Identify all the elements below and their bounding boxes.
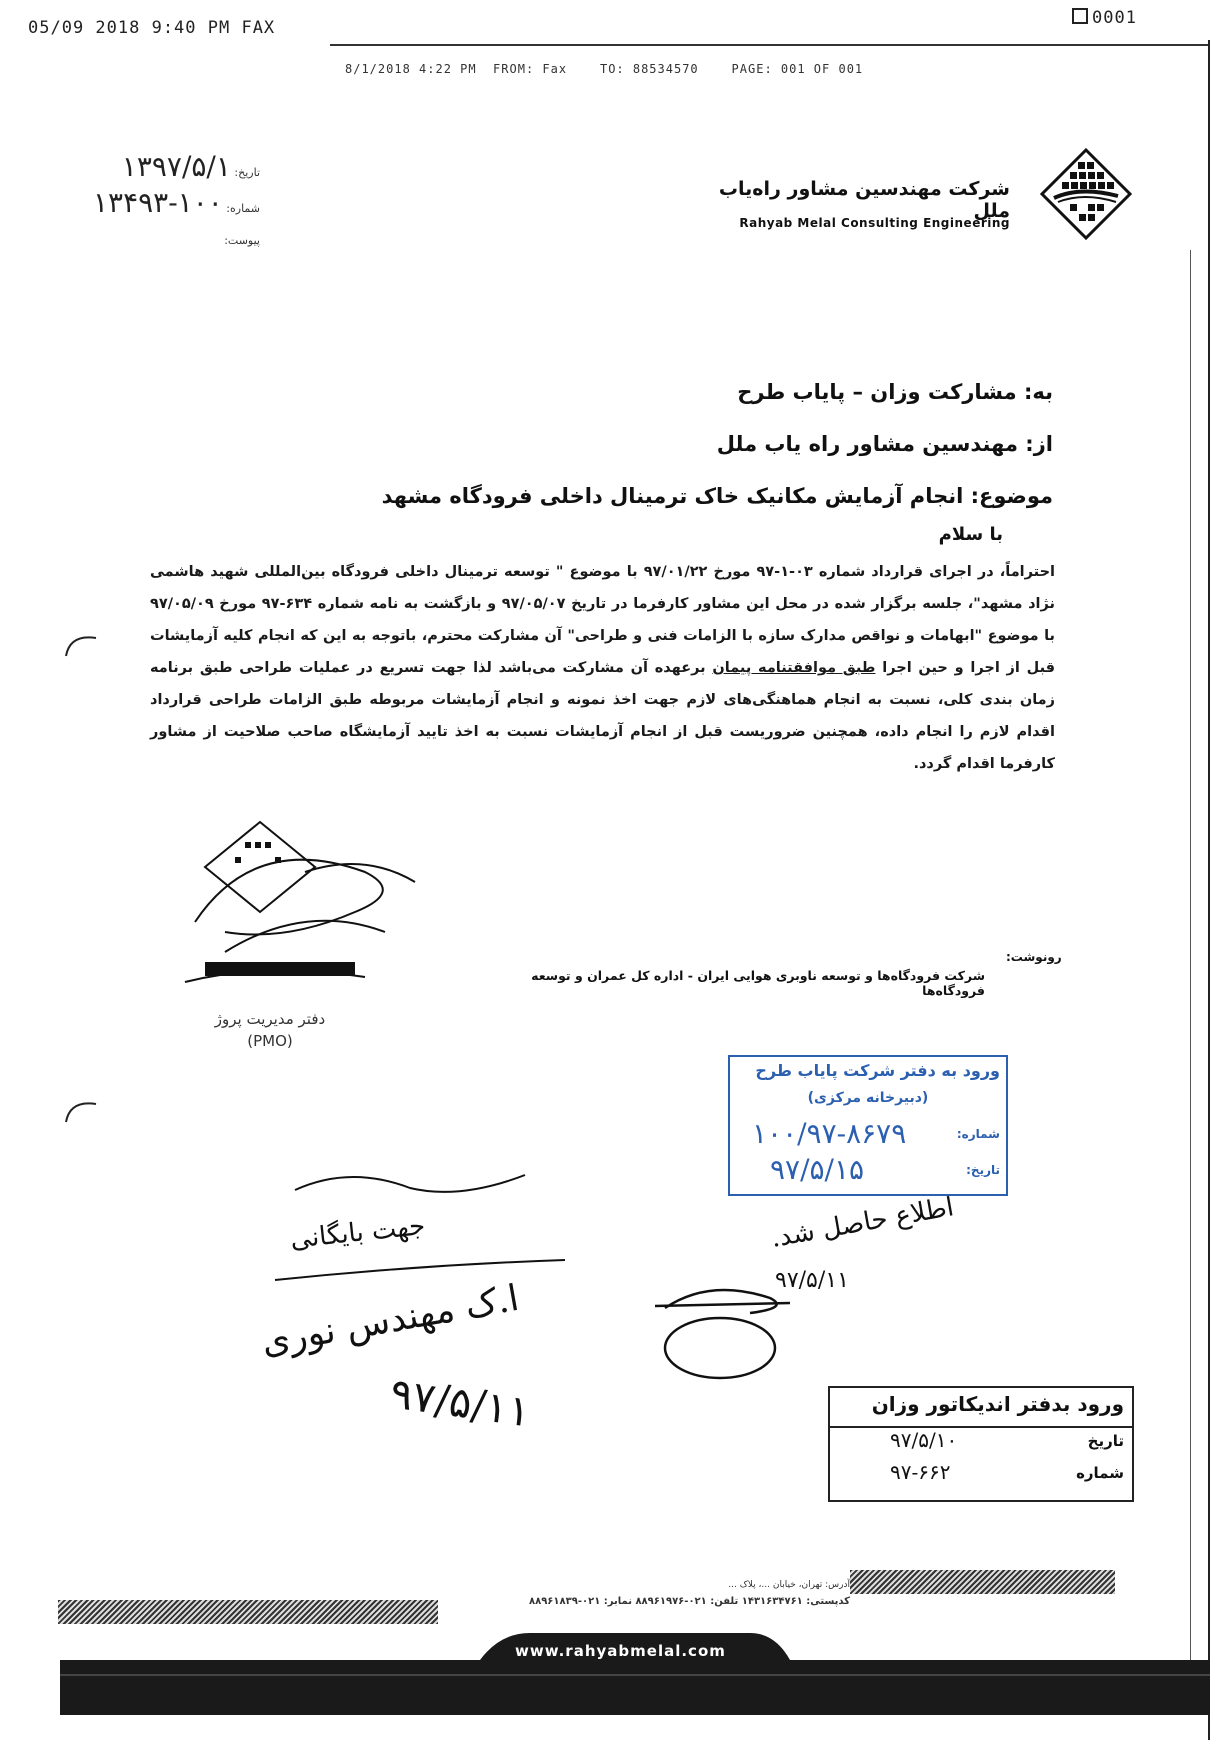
blue-stamp-title: ورود به دفتر شرکت پایاب طرح bbox=[755, 1061, 1000, 1080]
footer-address-line-1: آدرس: تهران، خیابان ...، پلاک ... bbox=[728, 1580, 850, 1590]
footer-address bbox=[450, 1580, 850, 1607]
indicator-stamp-date-label: تاریخ bbox=[1087, 1432, 1124, 1450]
blue-stamp-date-value: ۹۷/۵/۱۵ bbox=[770, 1153, 865, 1186]
cc-label: رونوشت: bbox=[1006, 950, 1062, 964]
signature-seal-icon bbox=[165, 812, 445, 1012]
footer-address-line-2: کدپستی: ۱۴۳۱۶۳۴۷۶۱ تلفن: ۰۲۱-۸۸۹۶۱۹۷۶ نمابر: ۰۲۱-۸۸۹۶۱۸۳۹ bbox=[529, 1596, 850, 1607]
punch-hole-mark bbox=[62, 1096, 102, 1126]
handwritten-stroke bbox=[290, 1160, 530, 1200]
handwritten-date-right: ۹۷/۵/۱۱ bbox=[775, 1268, 849, 1293]
meta-attachment-label: پیوست: bbox=[224, 234, 260, 247]
meta-date bbox=[40, 150, 260, 183]
company-logo-icon bbox=[1040, 148, 1132, 240]
blue-stamp-number-value: ۱۰۰/۹۷-۸۶۷۹ bbox=[752, 1117, 907, 1150]
handwritten-date-left: ۹۷/۵/۱۱ bbox=[387, 1368, 534, 1437]
handwritten-note-ack: اطلاع حاصل شد. bbox=[768, 1192, 957, 1254]
footer-hatch-left bbox=[58, 1600, 438, 1624]
footer-website: www.rahyabmelal.com bbox=[515, 1642, 726, 1660]
footer-band bbox=[60, 1625, 1210, 1715]
blue-stamp-number-label: شماره: bbox=[956, 1127, 1000, 1141]
scan-border-right bbox=[1208, 40, 1210, 1740]
letter-body-part-1: احتراماً، در اجرای قرارداد شماره ۰۳-۱-۹۷ مورخ ۹۷/۰۱/۲۲ با موضوع " توسعه ترمینال داخلی فرودگاه بین‌المللی شهید هاشمی نژاد مشهد"، جلسه برگزار شده در محل این مشاور کارفرما در تاریخ ۹۷/۰۵/۰۷ و بازگشت به نامه شماره ۶۳۴-۹۷ مورخ ۹۷/۰۵/۰۹ با موضوع "ابهامات و نواقص مدارک سازه با الزامات فنی و طراحی" آن مشارکت محترم، باتوجه به این که انجام کلیه آزمایشات قبل از اجرا و حین اجرا bbox=[150, 564, 1055, 676]
handwritten-signature-icon bbox=[650, 1268, 810, 1388]
scan-border-right-inner bbox=[1190, 250, 1191, 1670]
fax-header-line: 8/1/2018 4:22 PM FROM: Fax TO: 88534570 PAGE: 001 OF 001 bbox=[345, 62, 864, 76]
indicator-stamp-divider bbox=[830, 1426, 1132, 1428]
cc-text: شرکت فرودگاه‌ها و توسعه ناوبری هوایی ایران - اداره کل عمران و توسعه فرودگاه‌ها bbox=[531, 968, 985, 998]
punch-hole-mark bbox=[62, 630, 102, 660]
indicator-entry-stamp bbox=[828, 1386, 1134, 1502]
indicator-stamp-number-value: ۹۷-۶۶۲ bbox=[890, 1460, 951, 1484]
fax-header-top: 05/09 2018 9:40 PM FAX bbox=[28, 18, 276, 38]
meta-number-label: شماره: bbox=[226, 202, 260, 215]
meta-date-label: تاریخ: bbox=[234, 166, 260, 179]
company-name-en: Rahyab Melal Consulting Engineering bbox=[739, 216, 1010, 230]
letter-body-part-2: برعهده آن مشارکت می‌باشد لذا جهت تسریع در عملیات طراحی طبق برنامه زمان بندی کلی، نسبت به انجام هماهنگی‌های لازم جهت اخذ نمونه و انجام آزمایشات مربوطه طبق الزامات طراحی قرارداد اقدام لازم را انجام داده، همچنین ضروریست قبل از انجام آزمایشات نسبت به اخذ تایید آزمایشگاه صاحب صلاحیت از مشاور کارفرما اقدام گردد. bbox=[150, 660, 1055, 772]
letter-greeting: با سلام bbox=[938, 524, 1003, 545]
handwritten-underline bbox=[270, 1255, 570, 1285]
meta-date-value: ۱۳۹۷/۵/۱ bbox=[121, 150, 231, 183]
indicator-stamp-number-label: شماره bbox=[1076, 1464, 1124, 1482]
handwritten-note-nouri: ا.ک مهندس نوری bbox=[258, 1277, 522, 1364]
pmo-office-label: دفتر مدیریت پروژ bbox=[214, 1010, 326, 1028]
letter-body-underlined: طبق موافقتنامه پیمان bbox=[712, 660, 876, 676]
indicator-stamp-date-value: ۹۷/۵/۱۰ bbox=[890, 1428, 958, 1452]
blue-stamp-subtitle: (دبیرخانه مرکزی) bbox=[807, 1090, 929, 1106]
pmo-label: (PMO) bbox=[247, 1032, 293, 1050]
page-marker: 0001 bbox=[1072, 8, 1137, 28]
blue-entry-stamp bbox=[728, 1055, 1008, 1196]
footer-hatch-right bbox=[850, 1570, 1115, 1594]
letter-subject: موضوع: انجام آزمایش مکانیک خاک ترمینال داخلی فرودگاه مشهد bbox=[381, 484, 1053, 508]
checkbox-icon bbox=[1072, 8, 1088, 24]
handwritten-note-archive: جهت بایگانی bbox=[288, 1211, 427, 1255]
company-name-fa: شرکت مهندسین مشاور راه‌یاب ملل bbox=[718, 178, 1010, 222]
meta-number bbox=[40, 186, 260, 219]
letter-to: به: مشارکت وزان – پایاب طرح bbox=[737, 380, 1053, 404]
letter-body bbox=[150, 556, 1055, 780]
letter-from: از: مهندسین مشاور راه یاب ملل bbox=[716, 432, 1053, 456]
blue-stamp-date-label: تاریخ: bbox=[966, 1163, 1000, 1177]
indicator-stamp-title: ورود بدفتر اندیکاتور وزان bbox=[871, 1392, 1124, 1416]
fax-divider bbox=[330, 44, 1210, 46]
meta-number-value: ۱۰۰-۱۳۴۹۳ bbox=[92, 186, 223, 219]
